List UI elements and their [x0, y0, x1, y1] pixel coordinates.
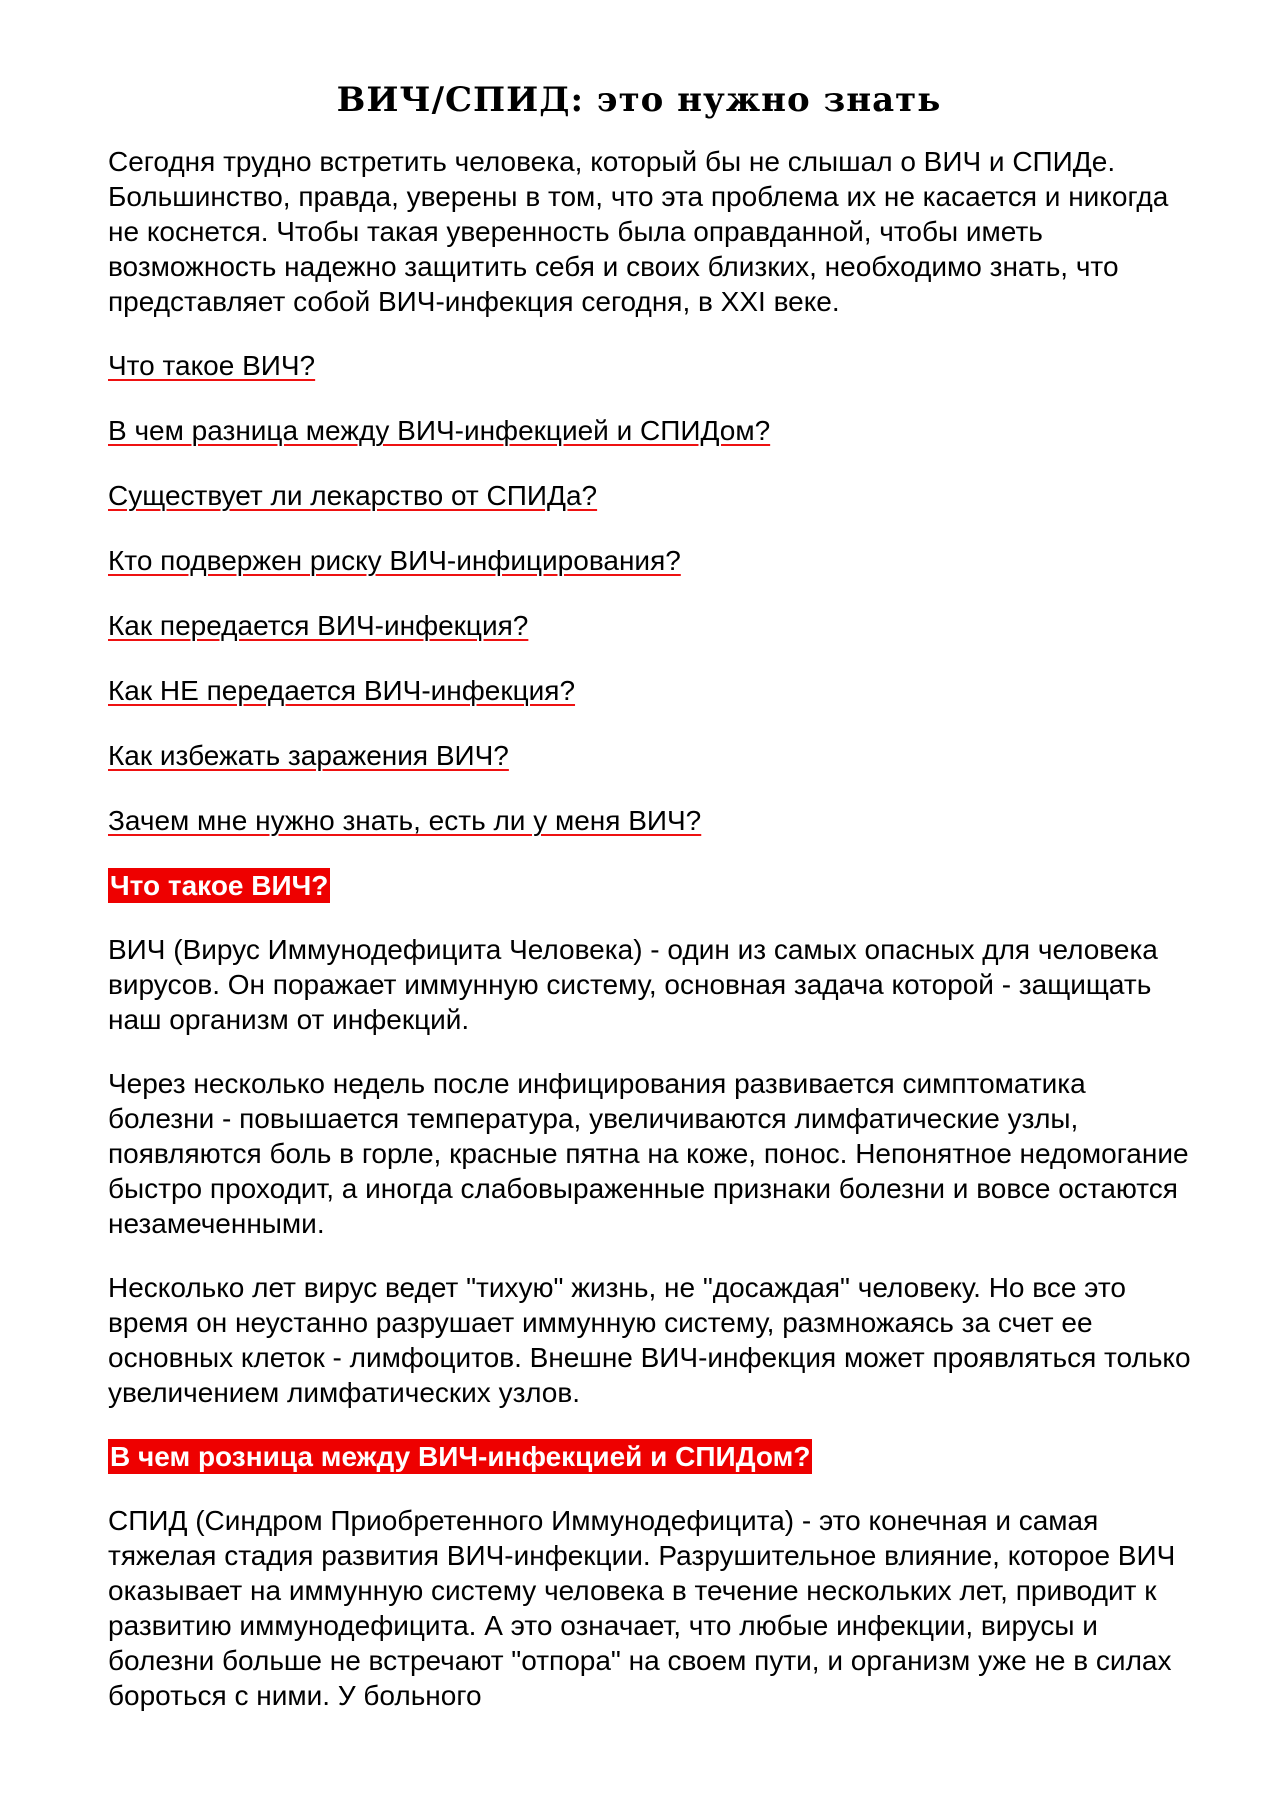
- toc-link-testing[interactable]: Зачем мне нужно знать, есть ли у меня ВИЧ?: [108, 805, 702, 836]
- toc-link-prevention[interactable]: Как избежать заражения ВИЧ?: [108, 740, 509, 771]
- toc-item: [108, 738, 1198, 773]
- toc-item: [108, 413, 1198, 448]
- toc-link-cure[interactable]: Существует ли лекарство от СПИДа?: [108, 480, 598, 511]
- table-of-contents: [108, 348, 1198, 838]
- toc-item: [108, 478, 1198, 513]
- toc-item: [108, 608, 1198, 643]
- section-heading-wrap: [108, 868, 1198, 903]
- document-page: [108, 70, 1198, 1742]
- intro-paragraph: Сегодня трудно встретить человека, который бы не слышал о ВИЧ и СПИДе. Большинство, правда, уверены в том, что эта проблема их не касается и никогда не коснется. Чтобы такая уверенность была оправданной, чтобы иметь возможность надежно защитить себя и своих близких, необходимо знать, что представляет собой ВИЧ-инфекция сегодня, в XXI веке.: [108, 146, 1169, 317]
- toc-link-risk[interactable]: Кто подвержен риску ВИЧ-инфицирования?: [108, 545, 681, 576]
- toc-link-hiv-vs-aids[interactable]: В чем разница между ВИЧ-инфекцией и СПИДом?: [108, 415, 771, 446]
- toc-item: [108, 803, 1198, 838]
- toc-item: [108, 673, 1198, 708]
- section-paragraph: Несколько лет вирус ведет "тихую" жизнь, не "досаждая" человеку. Но все это время он неустанно разрушает иммунную систему, размножаясь за счет ее основных клеток - лимфоцитов. Внешне ВИЧ-инфекция может проявляться только увеличением лимфатических узлов.: [108, 1272, 1191, 1408]
- section-heading-wrap: [108, 1439, 1198, 1474]
- toc-item: [108, 348, 1198, 383]
- toc-link-no-transmission[interactable]: Как НЕ передается ВИЧ-инфекция?: [108, 675, 576, 706]
- toc-item: [108, 543, 1198, 578]
- section-heading-hiv-vs-aids: В чем розница между ВИЧ-инфекцией и СПИДом?: [110, 1441, 811, 1472]
- document-title: ВИЧ/СПИД: это нужно знать: [336, 80, 942, 120]
- section-paragraph: СПИД (Синдром Приобретенного Иммунодефицита) - это конечная и самая тяжелая стадия развития ВИЧ-инфекции. Разрушительное влияние, которое ВИЧ оказывает на иммунную систему человека в течение нескольких лет, приводит к развитию иммунодефицита. А это означает, что любые инфекции, вирусы и болезни больше не встречают "отпора" на своем пути, и организм уже не в силах бороться с ними. У больного: [108, 1505, 1176, 1711]
- section-paragraph: Через несколько недель после инфицирования развивается симптоматика болезни - повышается температура, увеличиваются лимфатические узлы, появляются боль в горле, красные пятна на коже, понос. Непонятное недомогание быстро проходит, а иногда слабовыраженные признаки болезни и вовсе остаются незамеченными.: [108, 1068, 1189, 1239]
- toc-link-what-is-hiv[interactable]: Что такое ВИЧ?: [108, 350, 316, 381]
- section-heading-what-is-hiv: Что такое ВИЧ?: [110, 870, 329, 901]
- toc-link-transmission[interactable]: Как передается ВИЧ-инфекция?: [108, 610, 529, 641]
- section-paragraph: ВИЧ (Вирус Иммунодефицита Человека) - один из самых опасных для человека вирусов. Он поражает иммунную систему, основная задача которой - защищать наш организм от инфекций.: [108, 934, 1158, 1035]
